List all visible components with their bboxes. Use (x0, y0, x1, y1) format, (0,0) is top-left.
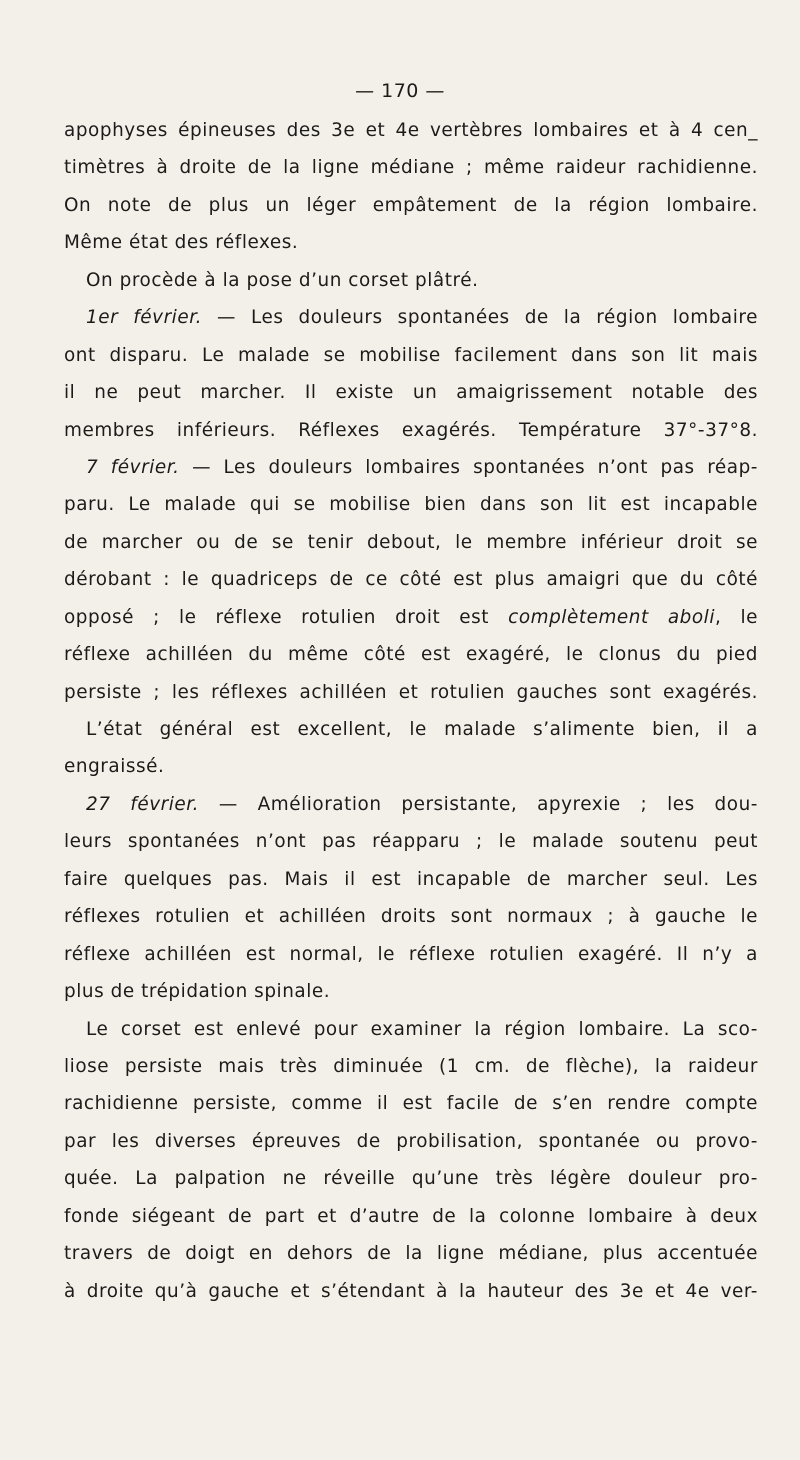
text-line-20: leurs spontanées n’ont pas réapparu ; le malade soutenu peut (64, 831, 758, 853)
text-line-6-body: — Les douleurs spontanées de la région lombaire (202, 307, 758, 329)
text-line-2: timètres à droite de la ligne médiane ; même raideur rachidienne. (64, 157, 758, 179)
text-line-27: rachidienne persiste, comme il est facile de s’en rendre compte (64, 1093, 758, 1115)
text-line-8: il ne peut marcher. Il existe un amaigrissement notable des (64, 382, 758, 404)
text-line-21: faire quelques pas. Mais il est incapable de marcher seul. Les (64, 868, 758, 890)
text-line-32: à droite qu’à gauche et s’étendant à la hauteur des 3e et 4e ver- (64, 1280, 758, 1302)
text-line-17: L’état général est excellent, le malade s’alimente bien, il a (86, 719, 758, 740)
text-line-6 (64, 299, 758, 336)
entry-date-feb-27: 27 février. (86, 793, 200, 815)
text-line-7: ont disparu. Le malade se mobilise facilement dans son lit mais (64, 344, 758, 366)
text-line-12: de marcher ou de se tenir debout, le membre inférieur droit se (64, 531, 758, 553)
text-line-19-body: — Amélioration persistante, apyrexie ; les dou- (199, 793, 758, 815)
text-line-19 (64, 786, 758, 823)
text-line-9: membres inférieurs. Réflexes exagérés. Température 37°-37°8. (64, 419, 758, 441)
body-text (64, 112, 758, 1310)
text-line-25: Le corset est enlevé pour examiner la région lombaire. La sco- (86, 1018, 758, 1040)
text-line-5: On procède à la pose d’un corset plâtré. (86, 269, 479, 291)
text-line-31: travers de doigt en dehors de la ligne médiane, plus accentuée (64, 1243, 758, 1265)
text-line-14 (64, 599, 758, 636)
entry-date-feb-7: 7 février. (86, 456, 180, 478)
text-line-29: quée. La palpation ne réveille qu’une très légère douleur pro- (64, 1168, 758, 1190)
text-line-14-before: opposé ; le réflexe rotulien droit est (64, 606, 509, 628)
text-line-16: persiste ; les réflexes achilléen et rotulien gauches sont exagérés. (64, 681, 758, 703)
text-line-1: apophyses épineuses des 3e et 4e vertèbres lombaires et à 4 cen_ (64, 120, 758, 141)
entry-date-feb-1: 1er février. (86, 307, 203, 329)
text-line-15: réflexe achilléen du même côté est exagéré, le clonus du pied (64, 644, 758, 666)
text-line-11: paru. Le malade qui se mobilise bien dans son lit est incapable (64, 494, 758, 516)
text-line-23: réflexe achilléen est normal, le réflexe rotulien exagéré. Il n’y a (64, 943, 758, 965)
text-line-26: liose persiste mais très diminuée (1 cm. de flèche), la raideur (64, 1055, 758, 1077)
text-line-10 (64, 449, 758, 486)
text-line-18: engraissé. (64, 756, 165, 778)
page-number: — 170 — (355, 80, 445, 102)
text-line-14-after: , le (715, 606, 758, 628)
text-line-10-body: — Les douleurs lombaires spontanées n’ont pas réap- (179, 456, 758, 478)
text-line-28: par les diverses épreuves de probilisation, spontanée ou provo- (64, 1130, 758, 1152)
emphasis-complete-abolition: complètement aboli (508, 606, 715, 628)
text-line-22: réflexes rotulien et achilléen droits sont normaux ; à gauche le (64, 906, 758, 928)
text-line-3: On note de plus un léger empâtement de la région lombaire. (64, 194, 758, 216)
text-line-24: plus de trépidation spinale. (64, 981, 331, 1003)
text-line-4: Même état des réflexes. (64, 232, 299, 254)
text-line-13: dérobant : le quadriceps de ce côté est plus amaigri que du côté (64, 569, 758, 591)
text-line-30: fonde siégeant de part et d’autre de la colonne lombaire à deux (64, 1205, 758, 1227)
